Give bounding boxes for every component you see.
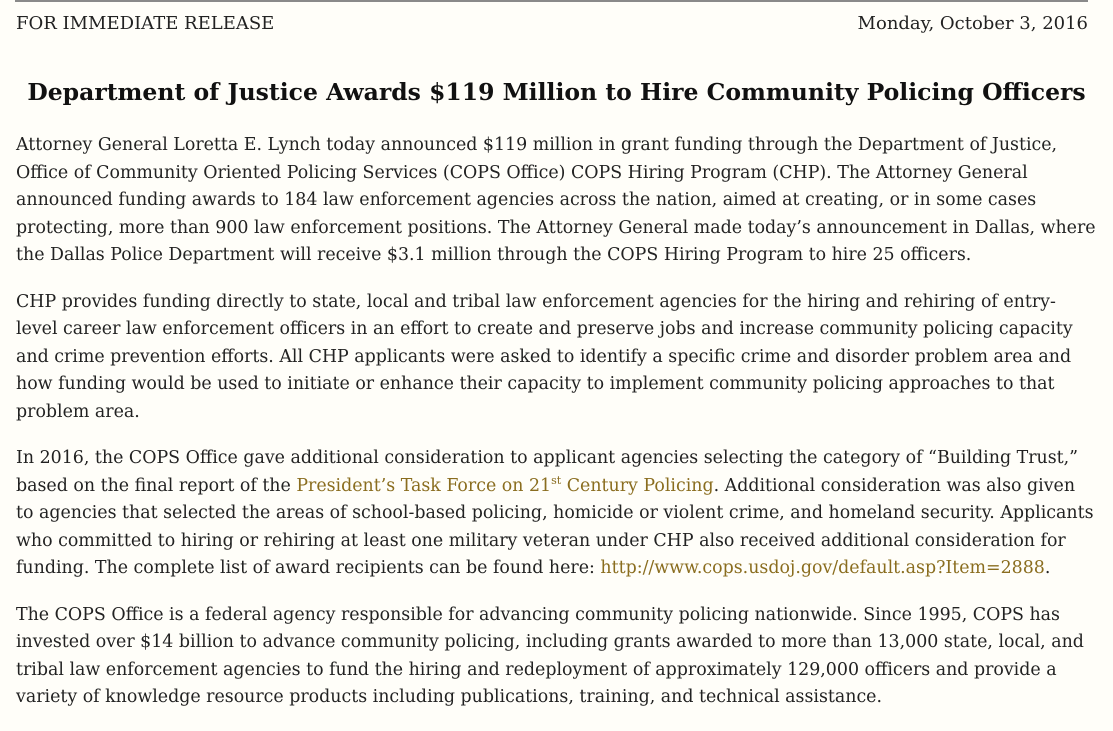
top-divider [15, 0, 1088, 2]
page-title: Department of Justice Awards $119 Million to Hire Community Policing Officers [27, 78, 1086, 106]
paragraph-4: The COPS Office is a federal agency responsible for advancing community policing nationwide. Since 1995, COPS has invested over $14 billion to advance community policing, including grants awarded to more than 13,000 state, local, and tribal law enforcement agencies to fund the hiring and redeployment of approximately 129,000 officers and provide a variety of knowledge resource products including publications, training, and technical assistance. [16, 604, 1084, 707]
paragraph-3-text-middle: . Additional consideration was also given to agencies that selected the areas of school-based policing, homicide or violent crime, and homeland security. Applicants who committed to hiring or rehiring at least one military veteran under CHP also received additional consideration for funding. The complete list of award recipients can be found here: [16, 475, 1094, 578]
paragraph-3-text-end: . [1044, 558, 1051, 578]
paragraph-3-text-start: In 2016, the COPS Office gave additional consideration to applicant agencies selecting the category of “Building Trust,” based on the final report of the [16, 448, 1079, 496]
award-recipients-link[interactable]: http://www.cops.usdoj.gov/default.asp?Item=2888 [600, 558, 1045, 578]
task-force-link-text-b: Century Policing [561, 475, 714, 496]
task-force-link-text-a: President’s Task Force on 21 [296, 475, 552, 496]
paragraph-1: Attorney General Loretta E. Lynch today announced $119 million in grant funding through the Department of Justice, Office of Community Oriented Policing Services (COPS Office) COPS Hiring Program (CHP). The Attorney General announced funding awards to 184 law enforcement agencies across the nation, aimed at creating, or in some cases protecting, more than 900 law enforcement positions. The Attorney General made today’s announcement in Dallas, where the Dallas Police Department will receive $3.1 million through the COPS Hiring Program to hire 25 officers. [16, 135, 1096, 265]
paragraph-2: CHP provides funding directly to state, local and tribal law enforcement agencies for the hiring and rehiring of entry-level career law enforcement officers in an effort to create and preserve jobs and increase community policing capacity and crime prevention efforts. All CHP applicants were asked to identify a specific crime and disorder problem area and how funding would be used to initiate or enhance their capacity to implement community policing approaches to that problem area. [16, 291, 1073, 422]
task-force-report-link[interactable] [296, 473, 714, 496]
release-label: FOR IMMEDIATE RELEASE [16, 13, 275, 34]
release-date: Monday, October 3, 2016 [857, 13, 1088, 34]
paragraph-3 [16, 445, 1096, 583]
task-force-link-superscript: st [551, 473, 562, 487]
dateline [16, 12, 1088, 36]
article-body [16, 132, 1096, 731]
